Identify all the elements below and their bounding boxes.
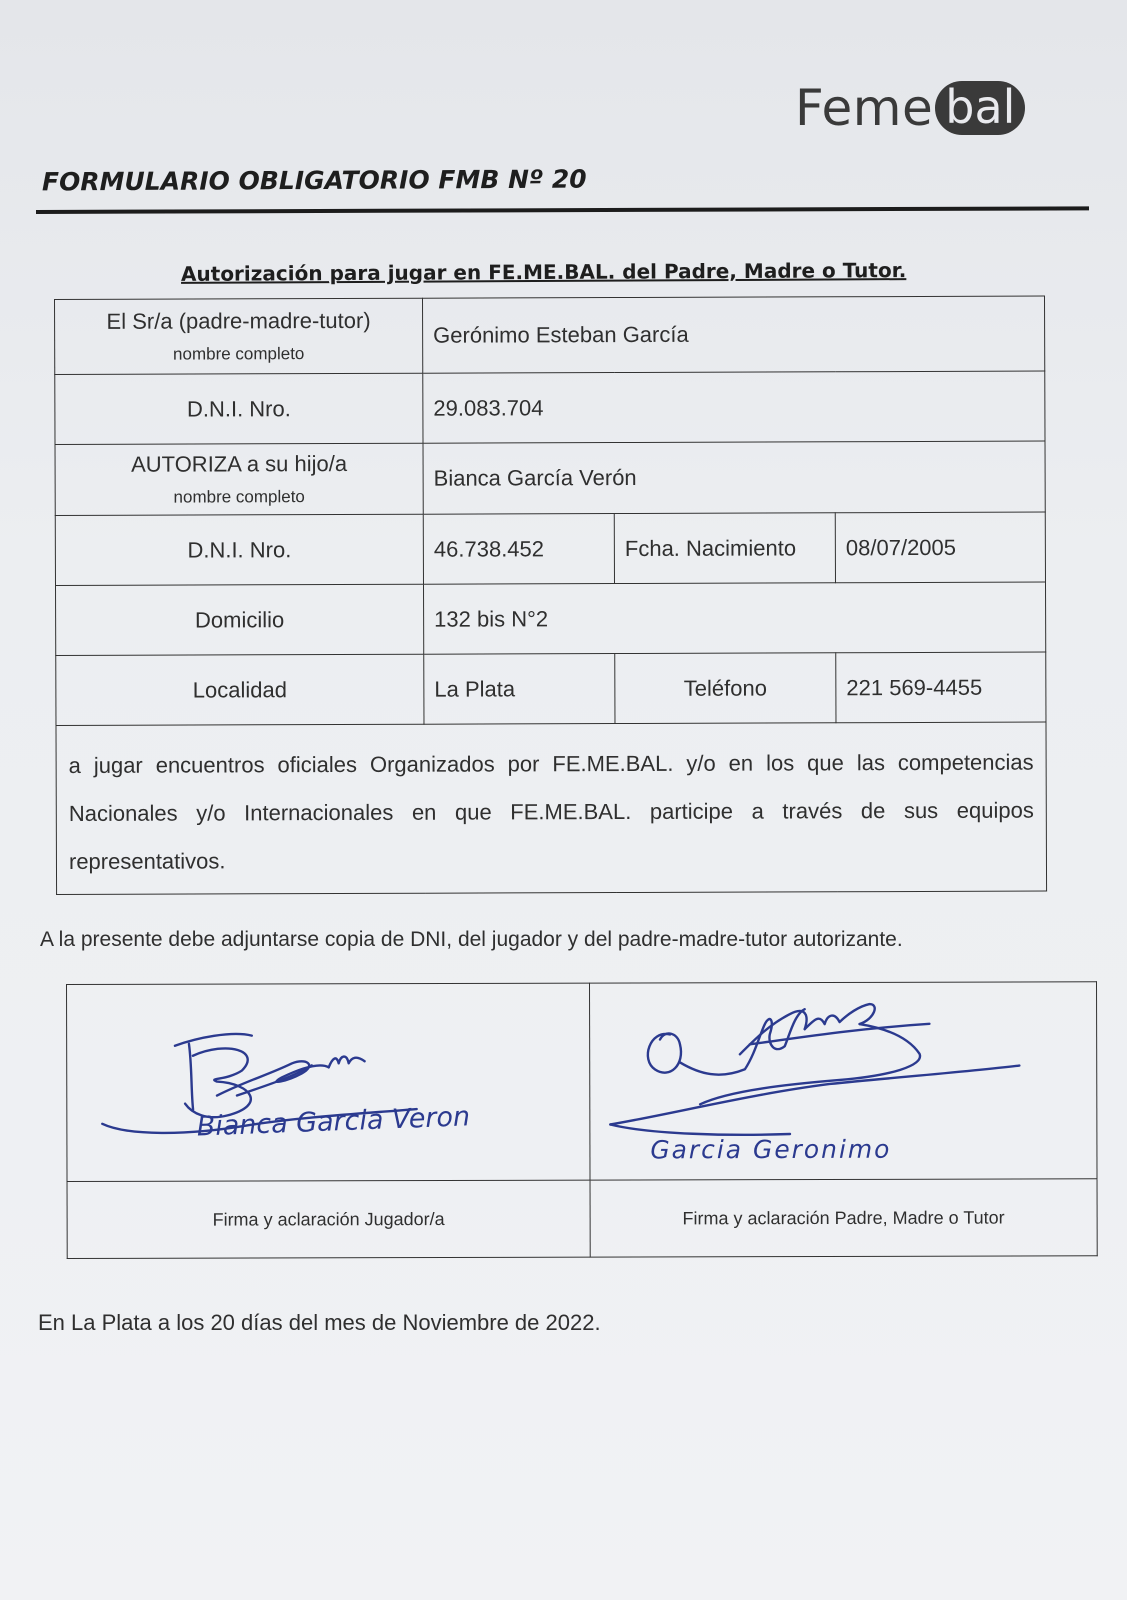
player-signature-caption: Firma y aclaración Jugador/a <box>67 1180 590 1258</box>
player-handwritten-name: Bianca Garcia Veron <box>196 1101 471 1143</box>
child-label: AUTORIZA a su hijo/a <box>131 450 348 477</box>
child-dni-label: D.N.I. Nro. <box>55 514 423 585</box>
parent-signature-image <box>590 982 1097 1179</box>
table-row <box>56 722 1047 894</box>
table-row <box>55 512 1045 585</box>
signature-table <box>66 981 1098 1259</box>
form-title: FORMULARIO OBLIGATORIO FMB Nº 20 <box>41 164 587 197</box>
authorization-table <box>54 296 1047 895</box>
form-subtitle: Autorización para jugar en FE.ME.BAL. del Padre, Madre o Tutor. <box>180 258 907 286</box>
player-signature-cell <box>67 983 591 1181</box>
city-label: Localidad <box>56 654 424 725</box>
logo-badge: bal <box>935 81 1025 135</box>
parent-handwritten-name: Garcia Geronimo <box>650 1134 892 1165</box>
table-row <box>56 582 1046 655</box>
child-label-cell <box>55 443 423 515</box>
date-line: En La Plata a los 20 días del mes de Noviembre de 2022. <box>38 1310 601 1335</box>
parent-label-cell <box>55 298 423 374</box>
parent-sublabel: nombre completo <box>172 344 305 364</box>
femebal-logo <box>795 80 1025 136</box>
title-divider <box>36 206 1089 214</box>
phone-value: 221 569-4455 <box>836 652 1046 723</box>
birth-date-value: 08/07/2005 <box>835 512 1045 583</box>
table-row <box>55 371 1045 444</box>
player-signature-image <box>67 984 590 1181</box>
table-row <box>56 652 1046 725</box>
table-row <box>55 441 1045 515</box>
child-dni-value: 46.738.452 <box>423 514 614 585</box>
phone-label: Teléfono <box>615 653 836 724</box>
parent-dni-value: 29.083.704 <box>423 371 1045 443</box>
parent-dni-label: D.N.I. Nro. <box>55 373 423 444</box>
logo-text: Feme <box>795 79 934 137</box>
address-label: Domicilio <box>56 584 424 655</box>
parent-label: El Sr/a (padre-madre-tutor) <box>106 307 371 334</box>
city-value: La Plata <box>424 654 615 725</box>
parent-signature-cell <box>589 982 1097 1180</box>
child-name-value: Bianca García Verón <box>423 441 1045 514</box>
child-sublabel: nombre completo <box>173 487 305 507</box>
authorization-paragraph: a jugar encuentros oficiales Organizados por FE.ME.BAL. y/o en los que las competencias Nacionales y/o Internacionales en que FE.ME.BAL. participe a través de sus equipos representativos. <box>56 722 1047 894</box>
address-value: 132 bis N°2 <box>423 582 1045 654</box>
attachment-note: A la presente debe adjuntarse copia de DNI, del jugador y del padre-madre-tutor autorizante. <box>40 928 903 951</box>
birth-date-label: Fcha. Nacimiento <box>614 513 835 584</box>
table-row <box>55 296 1045 374</box>
parent-name-value: Gerónimo Esteban García <box>422 296 1044 373</box>
parent-signature-caption: Firma y aclaración Padre, Madre o Tutor <box>590 1179 1097 1257</box>
